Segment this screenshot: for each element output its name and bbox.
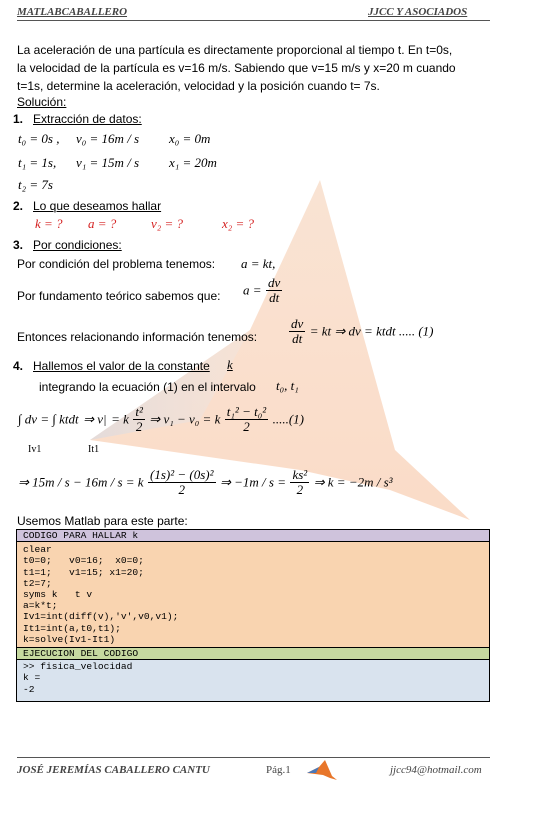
integral-tail: ⇒ v₁ − v₀ = k (149, 411, 221, 427)
eq-v0: v₀ = 16m / s (76, 131, 140, 146)
unknown-a: a = ? (88, 216, 117, 231)
frac-bottom: 2 (178, 482, 186, 497)
eq-t2: t₂ = 7s (18, 177, 53, 192)
code-line: a=k*t; (23, 600, 58, 612)
interval-t0-t1: t₀, t₁ (276, 378, 299, 393)
solution-heading: Solución: (17, 95, 67, 109)
matlab-logo-icon (305, 758, 339, 782)
code-box (16, 529, 490, 702)
footer-author: JOSÉ JEREMÍAS CABALLERO CANTU (17, 764, 210, 776)
label-it1: It1 (88, 444, 100, 455)
frac-bottom: 2 (296, 482, 304, 497)
code-body (17, 542, 489, 648)
condition-text: Por condición del problema tenemos: (17, 257, 216, 271)
output-line: -2 (23, 683, 35, 695)
output-line: >> fisica_velocidad (23, 661, 133, 673)
step-4-number: 4. (13, 359, 24, 373)
header-left: MATLABCABALLERO (17, 6, 128, 18)
unknown-x2: x₂ = ? (222, 216, 255, 231)
eq-x0: x₀ = 0m (169, 131, 211, 146)
fraction-1s-0s (148, 468, 216, 497)
frac-bottom: 2 (135, 419, 143, 434)
step-4-title: Hallemos el valor de la constante (33, 359, 210, 373)
integral-eval: ⇒ v| (83, 411, 107, 427)
fraction-dv-dt-2 (289, 317, 305, 346)
code-line: syms k t v (23, 589, 93, 601)
code-line: clear (23, 544, 52, 556)
eq-rest: = kt ⇒ dv = ktdt ..... (1) (309, 323, 434, 339)
unknown-v2: v₂ = ? (151, 216, 184, 231)
eq-t0: t₀ = 0s , (18, 131, 60, 146)
fraction-ks2 (290, 468, 309, 497)
eq-v1: v₁ = 15m / s (76, 155, 140, 170)
frac-top: t² (135, 404, 143, 419)
matlab-intro: Usemos Matlab para este parte: (17, 514, 188, 528)
step-2-number: 2. (13, 199, 24, 213)
problem-line-2: la velocidad de la partícula es v=16 m/s. Sabiendo que v=15 m/s y x=20 m cuando (17, 61, 456, 75)
code-line: k=solve(Iv1-It1) (23, 633, 116, 645)
frac-top: t₁² − t₀² (226, 404, 267, 419)
step-1-title: Extracción de datos: (33, 112, 142, 126)
eq-dv-ktdt (289, 317, 433, 346)
output-body (17, 660, 489, 701)
frac-top: dv (291, 316, 304, 331)
code-line: t2=7; (23, 577, 52, 589)
eq-a-kt: a = kt, (241, 256, 276, 271)
integral-lhs: ∫ dv = ∫ ktdt (18, 411, 79, 427)
integral-end: .....(1) (272, 411, 305, 427)
eq-a-lhs: a = (243, 282, 262, 298)
frac-top: (1s)² − (0s)² (150, 467, 214, 482)
integral-equation (18, 405, 304, 434)
frac-bottom: 2 (243, 419, 250, 434)
footer-rule (17, 757, 490, 758)
footer-page: Pág.1 (266, 764, 291, 776)
frac-bottom: dt (269, 290, 280, 305)
eq-t1: t₁ = 1s, (18, 155, 57, 170)
header-right: JJCC Y ASOCIADOS (368, 6, 468, 18)
constant-k: k (227, 357, 233, 372)
integral-eq: = k (111, 411, 129, 427)
problem-line-1: La aceleración de una partícula es directamente proporcional al tiempo t. En t=0s, (17, 43, 453, 57)
code-line: t0=0; v0=16; x0=0; (23, 555, 144, 567)
frac-bottom: dt (292, 331, 303, 346)
problem-line-3: t=1s, determine la aceleración, velocidad y la posición cuando t= 7s. (17, 79, 380, 93)
frac-top: ks² (292, 467, 308, 482)
output-line: k = (23, 672, 41, 684)
footer-email: jjcc94@hotmail.com (390, 764, 482, 776)
frac-top: dv (267, 275, 281, 290)
integration-text: integrando la ecuación (1) en el intervalo (39, 380, 256, 394)
relation-text: Entonces relacionando información tenemos: (17, 330, 258, 344)
step-3-title: Por condiciones: (33, 238, 122, 252)
eq-a-dvdt (243, 276, 282, 305)
solve-equation (18, 468, 393, 497)
step-3-number: 3. (13, 238, 24, 252)
code-header: CODIGO PARA HALLAR k (17, 530, 489, 542)
fraction-t2-2 (133, 405, 145, 434)
eq-x1: x₁ = 20m (169, 155, 217, 170)
header-rule (17, 20, 490, 21)
unknown-k: k = ? (35, 216, 63, 231)
code-line: Iv1=int(diff(v),'v',v0,v1); (23, 611, 179, 623)
fraction-dv-dt (266, 276, 282, 305)
label-iv1: Iv1 (28, 444, 42, 455)
solve-start: ⇒ 15m / s − 16m / s = k (18, 474, 144, 490)
code-line: t1=1; v1=15; x1=20; (23, 566, 144, 578)
solve-end: ⇒ k = −2m / s³ (313, 474, 393, 490)
solve-mid: ⇒ −1m / s = (220, 474, 286, 490)
code-line: It1=int(a,t0,t1); (23, 622, 121, 634)
exec-header: EJECUCION DEL CODIGO (17, 648, 489, 660)
fraction-t1-t0 (225, 405, 268, 434)
step-1-number: 1. (13, 112, 24, 126)
theory-text: Por fundamento teórico sabemos que: (17, 289, 221, 303)
step-2-title: Lo que deseamos hallar (33, 199, 162, 213)
